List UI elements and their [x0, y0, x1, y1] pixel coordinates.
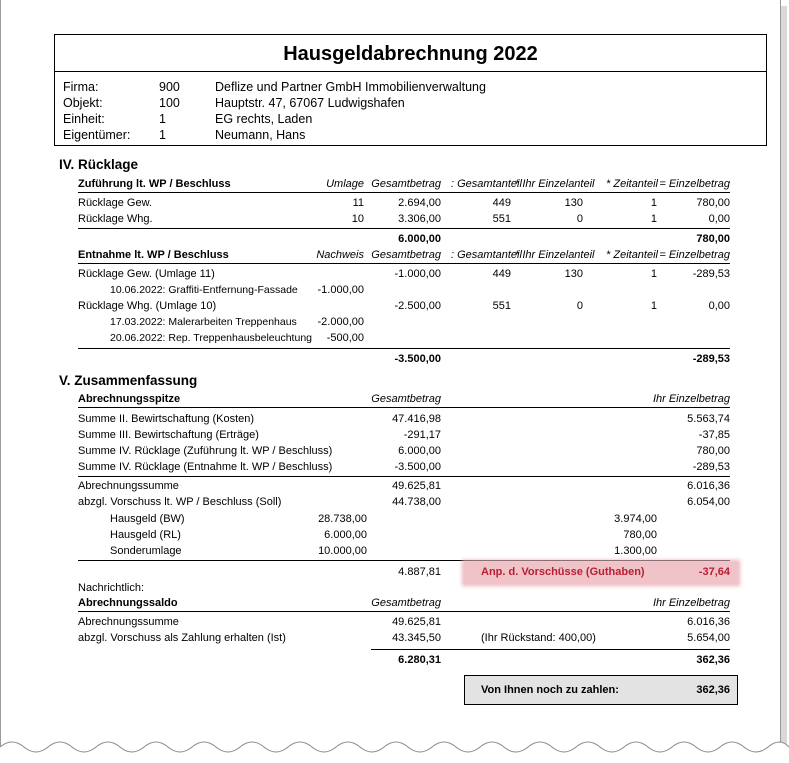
- row-gesamt: 47.416,98: [392, 413, 441, 425]
- row-zeitanteil: 1: [650, 300, 657, 312]
- col-head-gesamtbetrag: Gesamtbetrag: [371, 393, 441, 405]
- row-gesamtanteil: 551: [492, 213, 511, 225]
- row-zeitanteil: 1: [650, 268, 657, 280]
- row-gesamtanteil: 449: [492, 268, 511, 280]
- detail-name: Hausgeld (RL): [110, 529, 181, 541]
- detail-gesamt: 10.000,00: [318, 545, 367, 557]
- sub-row-nachweis: -500,00: [326, 332, 364, 344]
- row-umlage: 10: [351, 213, 364, 225]
- row-name: Summe IV. Rücklage (Entnahme lt. WP / Beschluss): [78, 461, 333, 473]
- rule: [78, 611, 730, 612]
- rule: [78, 228, 730, 229]
- col-head-abrechnungsspitze: Abrechnungsspitze: [78, 393, 181, 405]
- row-gesamt: 49.625,81: [392, 480, 441, 492]
- row-name: Abrechnungssumme: [78, 616, 179, 628]
- total-gesamt: 6.280,31: [398, 654, 441, 666]
- row-gesamt: 6.000,00: [398, 445, 441, 457]
- row-einzel: 6.016,36: [687, 480, 730, 492]
- section-heading-ruecklage: IV. Rücklage: [59, 157, 139, 172]
- header-label-eigentuemer: Eigentümer:: [63, 128, 131, 142]
- row-gesamt: 2.694,00: [398, 197, 441, 209]
- total-gesamt: 4.887,81: [398, 566, 441, 578]
- document-title: Hausgeldabrechnung 2022: [283, 43, 538, 65]
- row-umlage: 11: [352, 197, 364, 209]
- section-heading-zusammenfassung: V. Zusammenfassung: [59, 373, 198, 388]
- row-gesamt: -291,17: [403, 429, 441, 441]
- row-name: abzgl. Vorschuss als Zahlung erhalten (Ist): [78, 632, 286, 644]
- row-name: Abrechnungssumme: [78, 480, 179, 492]
- row-einzel: -37,85: [698, 429, 730, 441]
- row-einzel: 6.016,36: [687, 616, 730, 628]
- col-head-gesamtbetrag: Gesamtbetrag: [371, 597, 441, 609]
- rule: [78, 476, 730, 477]
- row-name: Rücklage Gew.: [78, 197, 152, 209]
- col-head-zeitanteil: * Zeitanteil: [606, 178, 658, 190]
- highlight-label: Anp. d. Vorschüsse (Guthaben): [481, 566, 645, 578]
- col-head-einzelanteil: * Ihr Einzelanteil: [515, 249, 595, 261]
- col-head-einzelanteil: * Ihr Einzelanteil: [515, 178, 595, 190]
- row-name: Summe III. Bewirtschaftung (Erträge): [78, 429, 259, 441]
- sub-row-name: 17.03.2022: Malerarbeiten Treppenhaus: [110, 316, 297, 328]
- col-head-gesamtanteil: : Gesamtanteil: [451, 249, 522, 261]
- col-head-umlage: Umlage: [326, 178, 364, 190]
- rule: [78, 348, 730, 349]
- rule: [78, 192, 730, 193]
- row-name: Rücklage Gew. (Umlage 11): [78, 268, 215, 280]
- row-einzelanteil: 130: [564, 197, 583, 209]
- row-zeitanteil: 1: [650, 213, 657, 225]
- col-head-gesamtanteil: : Gesamtanteil: [451, 178, 522, 190]
- row-einzel: 5.563,74: [687, 413, 730, 425]
- header-num-objekt: 100: [159, 96, 180, 110]
- row-gesamt: 3.306,00: [398, 213, 441, 225]
- total-einzel: 362,36: [696, 654, 730, 666]
- rule: [78, 263, 730, 264]
- header-num-firma: 900: [159, 80, 180, 94]
- detail-gesamt: 28.738,00: [318, 513, 367, 525]
- row-gesamt: -2.500,00: [394, 300, 441, 312]
- row-name: Summe II. Bewirtschaftung (Kosten): [78, 413, 255, 425]
- sum-gesamt: -3.500,00: [394, 353, 441, 365]
- row-einzelanteil: 0: [576, 213, 583, 225]
- detail-name: Hausgeld (BW): [110, 513, 185, 525]
- header-num-einheit: 1: [159, 112, 166, 126]
- col-head-abrechnungssaldo: Abrechnungssaldo: [78, 597, 178, 609]
- row-einzelbetrag: 780,00: [696, 197, 730, 209]
- header-text-objekt: Hauptstr. 47, 67067 Ludwigshafen: [215, 96, 405, 110]
- sub-row-name: 10.06.2022: Graffiti-Entfernung-Fassade: [110, 284, 298, 296]
- col-head-gesamtbetrag: Gesamtbetrag: [371, 178, 441, 190]
- header-label-einheit: Einheit:: [63, 112, 105, 126]
- row-einzel: 780,00: [696, 445, 730, 457]
- row-einzelanteil: 130: [564, 268, 583, 280]
- col-head-einzelbetrag: Ihr Einzelbetrag: [652, 597, 730, 609]
- detail-gesamt: 6.000,00: [324, 529, 367, 541]
- header-divider: [55, 71, 766, 72]
- row-einzel: 5.654,00: [687, 632, 730, 644]
- row-gesamtanteil: 449: [492, 197, 511, 209]
- rule: [78, 407, 730, 408]
- rule: [78, 560, 730, 561]
- row-gesamt: 49.625,81: [392, 616, 441, 628]
- sub-row-nachweis: -1.000,00: [317, 284, 364, 296]
- col-head-zufuehrung: Zuführung lt. WP / Beschluss: [78, 178, 231, 190]
- row-gesamt: 44.738,00: [392, 496, 441, 508]
- col-head-gesamtbetrag: Gesamtbetrag: [371, 249, 441, 261]
- header-label-firma: Firma:: [63, 80, 99, 94]
- row-name: Summe IV. Rücklage (Zuführung lt. WP / Beschluss): [78, 445, 333, 457]
- header-num-eigentuemer: 1: [159, 128, 166, 142]
- row-einzelbetrag: -289,53: [692, 268, 730, 280]
- sub-row-nachweis: -2.000,00: [317, 316, 364, 328]
- col-head-zeitanteil: * Zeitanteil: [606, 249, 658, 261]
- row-einzelbetrag: 0,00: [708, 213, 730, 225]
- nachrichtlich-label: Nachrichtlich:: [78, 582, 145, 594]
- header-text-eigentuemer: Neumann, Hans: [215, 128, 306, 142]
- col-head-einzelbetrag: Ihr Einzelbetrag: [652, 393, 730, 405]
- row-name: abzgl. Vorschuss lt. WP / Beschluss (Soll): [78, 496, 282, 508]
- row-einzelbetrag: 0,00: [708, 300, 730, 312]
- row-einzel: -289,53: [692, 461, 730, 473]
- detail-name: Sonderumlage: [110, 545, 182, 557]
- col-head-entnahme: Entnahme lt. WP / Beschluss: [78, 249, 229, 261]
- detail-einzel: 1.300,00: [614, 545, 657, 557]
- row-gesamt: 43.345,50: [392, 632, 441, 644]
- pay-value: 362,36: [696, 684, 730, 696]
- sum-einzel: -289,53: [692, 353, 730, 365]
- row-zeitanteil: 1: [650, 197, 657, 209]
- rule: [371, 649, 730, 650]
- col-head-einzelbetrag: = Einzelbetrag: [659, 178, 730, 190]
- pay-label: Von Ihnen noch zu zahlen:: [481, 684, 619, 696]
- torn-edge: [0, 735, 789, 763]
- col-head-nachweis: Nachweis: [316, 249, 364, 261]
- detail-einzel: 3.974,00: [614, 513, 657, 525]
- header-text-einheit: EG rechts, Laden: [215, 112, 313, 126]
- detail-einzel: 780,00: [623, 529, 657, 541]
- header-label-objekt: Objekt:: [63, 96, 103, 110]
- row-gesamt: -3.500,00: [394, 461, 441, 473]
- sub-row-name: 20.06.2022: Rep. Treppenhausbeleuchtung: [110, 332, 312, 344]
- row-einzelanteil: 0: [576, 300, 583, 312]
- row-gesamtanteil: 551: [492, 300, 511, 312]
- row-name: Rücklage Whg.: [78, 213, 153, 225]
- col-head-einzelbetrag: = Einzelbetrag: [659, 249, 730, 261]
- sum-einzel: 780,00: [696, 233, 730, 245]
- row-gesamt: -1.000,00: [394, 268, 441, 280]
- sum-gesamt: 6.000,00: [398, 233, 441, 245]
- header-text-firma: Deflize und Partner GmbH Immobilienverwaltung: [215, 80, 486, 94]
- row-note: (Ihr Rückstand: 400,00): [481, 632, 596, 644]
- row-einzel: 6.054,00: [687, 496, 730, 508]
- highlight-value: -37,64: [698, 566, 730, 578]
- row-name: Rücklage Whg. (Umlage 10): [78, 300, 217, 312]
